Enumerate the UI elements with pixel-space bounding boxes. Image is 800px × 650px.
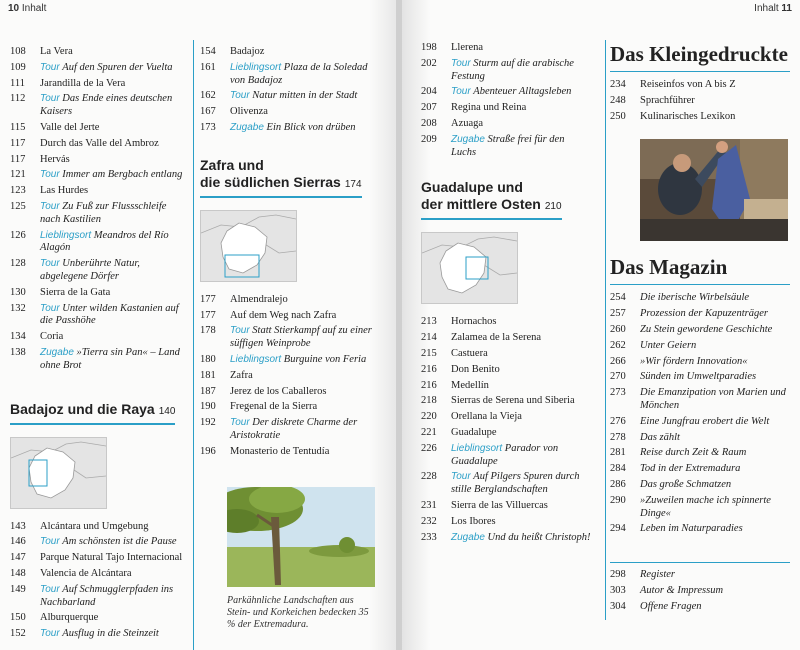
toc-entry-tag: Tour — [40, 200, 60, 212]
toc-entry-title: Medellín — [451, 379, 489, 391]
toc-entry — [10, 568, 188, 581]
toc-entry-title: Zafra — [230, 369, 253, 381]
toc-entry-title: Sierra de las Villuercas — [451, 499, 548, 511]
zafra-heading: Zafra und die südlichen Sierras 174 — [200, 157, 362, 198]
toc-entry-title: Unter Geiern — [640, 339, 697, 351]
toc-entry — [421, 332, 591, 345]
toc-entry-page: 303 — [610, 584, 626, 596]
toc-entry-page: 177 — [200, 309, 216, 321]
toc-column-3 — [421, 42, 591, 547]
zafra-region-map — [200, 210, 297, 282]
toc-entry-page: 304 — [610, 600, 626, 612]
toc-entry — [10, 612, 188, 625]
toc-entry — [10, 628, 188, 641]
toc-entry-page: 216 — [421, 379, 437, 391]
toc-entry-tag: Zugabe — [40, 346, 74, 358]
toc-entry-title: Reiseinfos von A bis Z — [640, 79, 736, 90]
toc-entry — [610, 371, 790, 384]
badajoz-section — [10, 401, 188, 641]
left-page — [0, 0, 398, 650]
toc-entry-page: 148 — [10, 567, 26, 579]
toc-entry — [200, 354, 380, 367]
toc-entry — [10, 521, 188, 534]
toc-entry-page: 290 — [610, 494, 626, 506]
toc-entry-page: 284 — [610, 463, 626, 475]
toc-entry — [10, 552, 188, 565]
toc-entry-title: Olivenza — [230, 106, 268, 118]
toc-entry — [10, 287, 188, 300]
toc-entry — [610, 308, 790, 321]
toc-entry-title: Die Emanzipation von Marien und Mönchen — [640, 387, 786, 411]
toc-entry-title: Hervás — [40, 153, 70, 165]
toc-entry — [610, 495, 790, 521]
toc-entry-page: 132 — [10, 302, 26, 314]
magazin-entry-list — [610, 292, 790, 536]
column-divider — [193, 40, 194, 650]
toc-entry-title: Immer am Bergbach entlang — [62, 169, 183, 181]
toc-entry-title: Regina und Reina — [451, 102, 527, 114]
toc-entry-tag: Tour — [451, 471, 471, 483]
toc-entry-title: Llerena — [451, 42, 484, 53]
toc-entry-page: 250 — [610, 110, 626, 122]
toc-entry-page: 214 — [421, 332, 437, 344]
toc-entry-tag: Tour — [40, 583, 60, 595]
toc-entry-title: Las Hurdes — [40, 185, 89, 197]
toc-entry — [200, 294, 380, 307]
toc-entry-title: Burguine von Feria — [283, 353, 367, 365]
toc-entry — [610, 95, 790, 108]
toc-entry-tag: Zugabe — [451, 133, 485, 145]
toc-entry-title: Unberührte Natur, abgelegene Dörfer — [40, 258, 140, 282]
toc-entry-page: 228 — [421, 471, 437, 483]
toc-entry-title: Auf Pilgers Spuren durch stille Berglandschaften — [451, 471, 580, 496]
guadalupe-region-map — [421, 232, 518, 304]
toc-entry-page: 130 — [10, 286, 26, 298]
toc-entry-page: 221 — [421, 426, 437, 438]
toc-entry — [421, 364, 591, 377]
toc-entry-tag: Lieblingsort — [451, 442, 503, 454]
toc-entry-title: Parador von Guadalupe — [451, 442, 559, 467]
toc-entry-page: 109 — [10, 61, 26, 73]
toc-entry — [421, 471, 591, 497]
toc-entry — [200, 417, 380, 443]
toc-entry — [200, 122, 380, 135]
toc-entry-page: 232 — [421, 515, 437, 527]
toc-entry-page: 161 — [200, 61, 216, 73]
toc-entry-page: 278 — [610, 431, 626, 443]
toc-entry — [10, 122, 188, 135]
toc-entry-title: Leben im Naturparadies — [640, 523, 743, 535]
toc-entry-title: Coria — [40, 331, 64, 343]
toc-entry — [10, 154, 188, 167]
toc-entry-title: Badajoz — [230, 46, 265, 57]
toc-entry — [10, 258, 188, 284]
toc-entry-tag: Tour — [451, 57, 471, 69]
toc-entry — [610, 601, 790, 614]
toc-entry-tag: Tour — [230, 417, 250, 429]
toc-entry-page: 266 — [610, 355, 626, 367]
toc-entry-page: 125 — [10, 200, 26, 212]
toc-entry-title: Don Benito — [451, 363, 500, 375]
toc-entry-title: Los Ibores — [451, 515, 496, 527]
toc-entry-page: 196 — [200, 445, 216, 457]
toc-entry-title: Almendralejo — [230, 293, 288, 305]
toc-entry-page: 162 — [200, 90, 216, 102]
toc-entry — [10, 347, 188, 373]
toc-entry-title: Eine Jungfrau erobert die Welt — [640, 415, 770, 427]
toc-entry-title: Autor & Impressum — [640, 584, 724, 596]
toc-entry — [421, 42, 591, 55]
toc-entry-title: Parque Natural Tajo Internacional — [40, 552, 183, 564]
toc-entry-page: 143 — [10, 520, 26, 532]
zafra-section — [200, 157, 380, 459]
toc-entry-title: Unter wilden Kastanien auf die Passhöhe — [40, 302, 179, 327]
toc-entry-title: Register — [640, 569, 675, 581]
toc-column-4 — [610, 42, 790, 617]
toc-entry-page: 207 — [421, 102, 437, 114]
toc-entry-page: 111 — [10, 77, 25, 89]
appendix-divider — [610, 562, 790, 563]
toc-entry — [421, 443, 591, 469]
toc-entry — [610, 79, 790, 92]
toc-entry — [610, 292, 790, 305]
toc-entry-title: Das Ende eines deutschen Kaisers — [40, 93, 173, 118]
toc-entry-title: Alburquerque — [40, 612, 99, 624]
column-divider-right — [605, 40, 606, 620]
toc-entry-tag: Tour — [40, 93, 60, 105]
toc-entry-tag: Lieblingsort — [230, 353, 282, 365]
appendix-entry-list — [610, 569, 790, 613]
toc-entry-page: 128 — [10, 258, 26, 270]
magazin-heading: Das Magazin — [610, 255, 790, 285]
toc-entry — [421, 411, 591, 424]
col3-entry-list — [421, 42, 591, 159]
toc-entry-page: 220 — [421, 411, 437, 423]
toc-entry — [610, 387, 790, 413]
toc-entry-title: »Wir fördern Innovation« — [640, 355, 748, 367]
toc-entry — [610, 523, 790, 536]
zafra-entry-list — [200, 294, 380, 459]
toc-entry-page: 180 — [200, 353, 216, 365]
toc-entry-page: 154 — [200, 46, 216, 57]
toc-entry-title: Hornachos — [451, 316, 497, 328]
toc-entry-title: Statt Stierkampf auf zu einer süffigen Weinprobe — [230, 325, 372, 350]
toc-entry-title: Kulinarisches Lexikon — [640, 110, 736, 122]
toc-entry — [200, 90, 380, 103]
toc-entry-tag: Lieblingsort — [40, 229, 92, 241]
toc-entry-tag: Zugabe — [230, 121, 264, 133]
toc-entry-tag: Tour — [40, 169, 60, 181]
toc-entry-page: 260 — [610, 323, 626, 335]
toc-entry-title: Durch das Valle del Ambroz — [40, 137, 159, 149]
toc-entry-page: 121 — [10, 169, 26, 181]
toc-entry-title: Der diskrete Charme der Aristokratie — [230, 417, 358, 441]
toc-entry — [421, 316, 591, 329]
toc-entry-title: Fregenal de la Sierra — [230, 401, 318, 413]
toc-entry-page: 117 — [10, 153, 26, 165]
toc-entry-title: Plaza de la Soledad von Badajoz — [230, 61, 368, 86]
toc-entry — [421, 86, 591, 99]
toc-entry-page: 152 — [10, 628, 26, 640]
oak-landscape-photo — [227, 487, 375, 587]
toc-entry-page: 234 — [610, 79, 626, 90]
toc-entry-tag: Tour — [40, 536, 60, 548]
toc-entry-page: 146 — [10, 536, 26, 548]
toc-entry-title: Abenteuer Alltagsleben — [473, 86, 572, 98]
toc-entry-page: 108 — [10, 46, 26, 57]
toc-entry-page: 226 — [421, 442, 437, 454]
toc-entry — [200, 386, 380, 399]
toc-entry — [10, 78, 188, 91]
toc-entry-tag: Tour — [40, 628, 60, 640]
toc-entry-page: 202 — [421, 57, 437, 69]
toc-entry — [10, 201, 188, 227]
toc-entry-tag: Tour — [230, 90, 250, 102]
toc-entry-title: Valencia de Alcántara — [40, 567, 132, 579]
toc-entry — [421, 532, 591, 545]
toc-entry — [10, 303, 188, 329]
toc-entry-page: 181 — [200, 369, 216, 381]
toc-entry-title: Guadalupe — [451, 426, 497, 438]
toc-entry-title: Jerez de los Caballeros — [230, 385, 327, 397]
toc-entry — [610, 569, 790, 582]
toc-entry — [610, 324, 790, 337]
toc-entry-title: Orellana la Vieja — [451, 411, 522, 423]
toc-entry-page: 215 — [421, 347, 437, 359]
toc-entry — [10, 230, 188, 256]
toc-entry — [200, 46, 380, 59]
toc-entry-page: 209 — [421, 133, 437, 145]
toc-entry-page: 213 — [421, 316, 437, 328]
toc-entry-title: Das zählt — [640, 431, 680, 443]
toc-entry-page: 204 — [421, 86, 437, 98]
toc-entry-page: 167 — [200, 106, 216, 118]
right-folio — [754, 3, 792, 14]
toc-entry-page: 270 — [610, 371, 626, 383]
toc-entry — [421, 380, 591, 393]
toc-entry-tag: Tour — [40, 61, 60, 73]
toc-entry — [610, 432, 790, 445]
toc-entry-title: Offene Fragen — [640, 600, 702, 612]
toc-entry-page: 149 — [10, 583, 26, 595]
toc-entry-title: Jarandilla de la Vera — [40, 77, 126, 89]
toc-entry-tag: Tour — [451, 86, 471, 98]
left-folio — [8, 3, 46, 14]
toc-entry-page: 286 — [610, 478, 626, 490]
toc-entry-page: 216 — [421, 363, 437, 375]
toc-entry-page: 231 — [421, 499, 437, 511]
toc-entry-title: Monasterio de Tentudía — [230, 445, 330, 457]
toc-entry-title: Ein Blick von drüben — [266, 121, 356, 133]
toc-entry-title: Sturm auf die arabische Festung — [451, 57, 574, 82]
guadalupe-heading: Guadalupe und der mittlere Osten 210 — [421, 179, 562, 220]
toc-entry-title: Auf Schmugglerpfaden ins Nachbarland — [40, 583, 174, 608]
guadalupe-entry-list — [421, 316, 591, 544]
toc-entry-page: 298 — [610, 569, 626, 581]
toc-entry-page: 248 — [610, 94, 626, 106]
toc-entry-title: Valle del Jerte — [40, 121, 100, 133]
toc-entry — [200, 401, 380, 414]
toc-entry — [421, 516, 591, 529]
toc-entry — [610, 356, 790, 369]
toc-entry-title: Sierras de Serena und Siberia — [451, 395, 575, 407]
toc-entry-title: Tod in der Extremadura — [640, 463, 741, 475]
toc-entry — [10, 46, 188, 59]
toc-entry-page: 218 — [421, 395, 437, 407]
toc-entry — [200, 446, 380, 459]
toc-entry — [10, 93, 188, 119]
toc-entry-page: 126 — [10, 229, 26, 241]
right-folio-label: Inhalt — [754, 3, 779, 14]
toc-entry-page: 173 — [200, 121, 216, 133]
toc-entry — [10, 536, 188, 549]
toc-entry-title: Zu Stein gewordene Geschichte — [640, 323, 773, 335]
toc-entry-title: Castuera — [451, 347, 488, 359]
kleingedruckte-heading: Das Kleingedruckte — [610, 42, 790, 72]
toc-entry — [10, 584, 188, 610]
toc-entry-title: »Tierra sin Pan« – Land ohne Brot — [40, 346, 180, 371]
toc-entry — [610, 463, 790, 476]
toc-entry-title: Das große Schmatzen — [640, 478, 732, 490]
toc-entry-page: 187 — [200, 385, 216, 397]
toc-entry-page: 208 — [421, 117, 437, 129]
toc-entry-page: 178 — [200, 325, 216, 337]
toc-entry — [421, 348, 591, 361]
toc-entry-title: Ausflug in die Steinzeit — [62, 628, 159, 640]
toc-column-2 — [200, 46, 380, 631]
toc-entry — [421, 102, 591, 115]
right-page — [402, 0, 800, 650]
toc-entry-title: Straße frei für den Luchs — [451, 133, 565, 158]
toc-entry-tag: Tour — [40, 302, 60, 314]
toc-entry-page: 273 — [610, 387, 626, 399]
toc-entry-page: 198 — [421, 42, 437, 53]
left-folio-label: Inhalt — [21, 3, 47, 14]
toc-entry — [200, 370, 380, 383]
toc-entry-title: Sünden im Umweltparadies — [640, 371, 757, 383]
toc-entry-page: 115 — [10, 121, 26, 133]
toc-entry-page: 123 — [10, 185, 26, 197]
toc-entry — [10, 138, 188, 151]
toc-entry-page: 294 — [610, 523, 626, 535]
toc-entry-title: Natur mitten in der Stadt — [252, 90, 358, 102]
toc-entry-title: Zalamea de la Serena — [451, 332, 542, 344]
toc-entry-title: Und du heißt Christoph! — [487, 531, 591, 543]
toc-entry-title: Sprachführer — [640, 94, 695, 106]
toc-entry — [421, 58, 591, 84]
toc-entry-page: 134 — [10, 331, 26, 343]
toc-entry-page: 112 — [10, 93, 26, 105]
toc-column-1 — [10, 46, 188, 644]
toc-entry — [421, 427, 591, 440]
toc-entry-title: Sierra de la Gata — [40, 286, 111, 298]
toc-entry — [10, 185, 188, 198]
toc-entry — [200, 325, 380, 351]
toc-entry-page: 147 — [10, 552, 26, 564]
toc-entry-title: Am schönsten ist die Pause — [62, 536, 177, 548]
toc-entry — [421, 134, 591, 160]
toc-entry-title: La Vera — [40, 46, 73, 57]
right-page-number: 11 — [781, 3, 792, 14]
toc-entry-page: 276 — [610, 415, 626, 427]
col2-entry-list — [200, 46, 380, 135]
toc-entry — [610, 111, 790, 124]
toc-entry-tag: Tour — [230, 325, 250, 337]
toc-entry-tag: Zugabe — [451, 531, 485, 543]
toc-entry-page: 233 — [421, 531, 437, 543]
toc-entry-page: 138 — [10, 346, 26, 358]
col1-entry-list — [10, 46, 188, 373]
toc-entry-title: Meandros del Río Alagón — [40, 229, 169, 254]
toc-entry-title: Alcántara und Umgebung — [40, 520, 149, 532]
toc-entry-page: 262 — [610, 339, 626, 351]
toc-entry-title: Reise durch Zeit & Raum — [640, 447, 747, 459]
toc-entry-page: 254 — [610, 292, 626, 304]
toc-entry — [421, 500, 591, 513]
toc-entry — [610, 479, 790, 492]
toc-entry — [610, 340, 790, 353]
badajoz-entry-list — [10, 521, 188, 641]
toc-entry-tag: Tour — [40, 258, 60, 270]
toc-entry — [421, 118, 591, 131]
toc-entry-title: »Zuweilen mache ich spinnerte Dinge« — [640, 494, 771, 519]
toc-entry-title: Zu Fuß zur Flussschleife nach Kastilien — [40, 200, 167, 225]
toc-entry — [10, 62, 188, 75]
toc-entry — [610, 585, 790, 598]
badajoz-region-map — [10, 437, 107, 509]
toc-entry — [610, 447, 790, 460]
toc-entry-title: Azuaga — [451, 117, 484, 129]
toc-entry-title: Prozession der Kapuzenträger — [640, 308, 768, 320]
toc-entry-title: Auf den Spuren der Vuelta — [62, 61, 173, 73]
toc-entry-title: Auf dem Weg nach Zafra — [230, 309, 337, 321]
toc-entry-page: 190 — [200, 401, 216, 413]
toc-entry — [421, 395, 591, 408]
toc-entry-page: 192 — [200, 417, 216, 429]
left-page-number: 10 — [8, 3, 20, 14]
kleingedruckte-entry-list — [610, 79, 790, 123]
toc-entry — [200, 62, 380, 88]
toc-entry-page: 150 — [10, 612, 26, 624]
procession-photo — [640, 139, 788, 241]
toc-entry — [200, 310, 380, 323]
toc-entry-page: 257 — [610, 308, 626, 320]
photo-caption: Parkähnliche Landschaften aus Stein- und Korkeichen bedecken 35 % der Extremadura. — [227, 594, 369, 630]
toc-entry-title: Die iberische Wirbelsäule — [640, 292, 750, 304]
toc-entry — [200, 106, 380, 119]
badajoz-heading: Badajoz und die Raya 140 — [10, 401, 175, 425]
guadalupe-section — [421, 179, 591, 544]
toc-entry-page: 177 — [200, 293, 216, 305]
toc-entry — [10, 169, 188, 182]
toc-entry-tag: Lieblingsort — [230, 61, 282, 73]
toc-entry — [10, 331, 188, 344]
toc-entry-page: 117 — [10, 137, 26, 149]
toc-entry-page: 281 — [610, 447, 626, 459]
toc-entry — [610, 416, 790, 429]
